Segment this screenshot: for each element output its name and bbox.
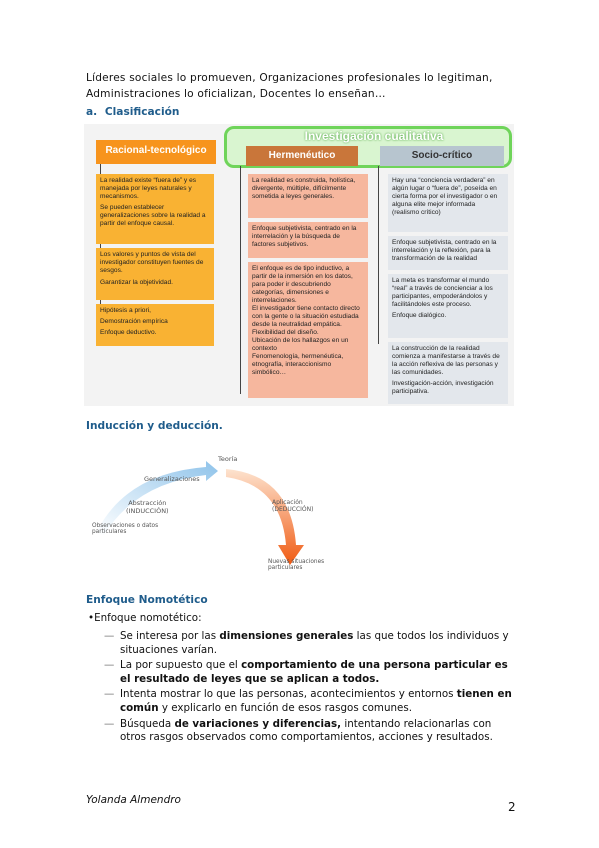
box-text: Se pueden establecer generalizaciones sobre la realidad a partir del enfoque causal. bbox=[100, 204, 206, 227]
sociocritico-box-2 bbox=[388, 236, 508, 270]
abstraccion-label: Abstracción (INDUCCIÓN) bbox=[126, 499, 169, 515]
box-text: Enfoque subjetivista, centrado en la interrelación y la reflexión, para la transformación de la realidad bbox=[392, 239, 497, 262]
item-bold-text: de variaciones y diferencias, bbox=[174, 717, 342, 730]
observaciones-label: Observaciones o datos particulares bbox=[92, 523, 159, 535]
box-text: Flexibilidad del diseño. bbox=[252, 329, 319, 336]
box-text: Ubicación de los hallazgos en un contexto bbox=[252, 337, 349, 352]
dash-icon: — bbox=[104, 717, 115, 730]
dash-icon: — bbox=[104, 688, 115, 701]
item-text: Intenta mostrar lo que las personas, acontecimientos y entornos bbox=[120, 688, 457, 701]
box-text: Enfoque subjetivista, centrado en la interrelación y la búsqueda de factores subjetivos. bbox=[252, 225, 357, 248]
induccion-heading: Inducción y deducción. bbox=[86, 420, 223, 432]
item-text: y explicarlo en función de esos rasgos comunes. bbox=[158, 701, 412, 714]
racional-box-2 bbox=[96, 248, 214, 300]
box-text: Garantizar la objetividad. bbox=[100, 279, 173, 286]
box-text: Investigación-acción, investigación participativa. bbox=[392, 380, 494, 395]
box-text: La realidad existe “fuera de” y es manejada por leyes naturales y mecanismos. bbox=[100, 177, 197, 200]
box-text: Hay una “conciencia verdadera” en algún lugar o “fuera de”, poseída en cierta forma por el investigador o en alguna elite mejor informada (realismo crítico) bbox=[392, 177, 498, 216]
classification-diagram bbox=[84, 124, 514, 406]
section-a-title: Clasificación bbox=[104, 106, 180, 118]
item-text: La por supuesto que el bbox=[120, 659, 242, 672]
footer-author: Yolanda Almendro bbox=[86, 794, 181, 806]
teoria-label: Teoría bbox=[218, 455, 238, 463]
box-text: Demostración empírica bbox=[100, 318, 168, 325]
page-number: 2 bbox=[508, 800, 516, 814]
hermeneutico-box-3 bbox=[248, 262, 368, 398]
list-item bbox=[104, 659, 518, 686]
box-text: El investigador tiene contacto directo con la gente o la situación estudiada desde la neutralidad empática. bbox=[252, 305, 360, 328]
box-text: Hipótesis a priori, bbox=[100, 307, 151, 314]
racional-box-1 bbox=[96, 174, 214, 244]
nomotetico-heading: Enfoque Nomotético bbox=[86, 594, 208, 606]
nomotetico-list bbox=[104, 630, 518, 747]
aplicacion-label: Aplicación (DEDUCCIÓN) bbox=[272, 499, 314, 513]
item-bold-text: comportamiento de una persona particular es el resultado de leyes que se aplican a todos. bbox=[120, 659, 508, 685]
box-text: Enfoque dialógico. bbox=[392, 312, 447, 319]
item-text: las que todos los individuos y situaciones varían. bbox=[120, 630, 509, 656]
sociocritico-box-1 bbox=[388, 174, 508, 232]
box-text: Los valores y puntos de vista del investigador constituyen fuentes de sesgos. bbox=[100, 251, 204, 274]
racional-box-3 bbox=[96, 304, 214, 346]
box-text: La meta es transformar el mundo “real” a través de concienciar a los participantes, empoderándolos y facilitándoles este proceso. bbox=[392, 277, 493, 308]
box-text: La construcción de la realidad comienza a manifestarse a través de la acción reflexiva de las personas y las comunidades. bbox=[392, 345, 500, 376]
list-item bbox=[104, 717, 518, 745]
intro-paragraph: Líderes sociales lo promueven, Organizaciones profesionales lo legitiman, Administraciones lo oficializan, Docentes lo enseñan… bbox=[86, 72, 493, 100]
column-header-sociocritico: Socio-crítico bbox=[380, 146, 504, 166]
item-bold-text: dimensiones generales bbox=[219, 630, 354, 642]
box-text: La realidad es construida, holística, divergente, múltiple, difícilmente sometida a leyes generales. bbox=[252, 177, 356, 200]
deduction-arrow-icon bbox=[226, 469, 304, 565]
section-a-heading bbox=[86, 106, 179, 118]
box-text: El enfoque es de tipo inductivo, a partir de la inmersión en los datos, para poder ir descubriendo categorías, dimensiones e interrelaciones. bbox=[252, 265, 353, 304]
item-bold-text: tienen en común bbox=[120, 688, 512, 714]
item-text: Búsqueda bbox=[120, 717, 175, 730]
connector-line bbox=[240, 166, 241, 394]
item-text: Se interesa por las bbox=[120, 630, 220, 642]
induction-deduction-diagram bbox=[86, 455, 336, 585]
qualitative-label: Investigación cualitativa bbox=[304, 129, 444, 143]
list-item bbox=[104, 688, 518, 715]
column-header-racional: Racional-tecnológico bbox=[96, 140, 216, 164]
hermeneutico-box-1 bbox=[248, 174, 368, 218]
connector-line bbox=[378, 166, 379, 344]
list-item bbox=[104, 630, 518, 657]
item-text: intentando relacionarlas con otros rasgos observados como comportamientos, acciones y resultados. bbox=[120, 717, 493, 744]
sociocritico-box-4 bbox=[388, 342, 508, 404]
nuevas-situaciones-label: Nuevas situaciones particulares bbox=[268, 559, 325, 571]
hermeneutico-box-2 bbox=[248, 222, 368, 258]
box-text: Enfoque deductivo. bbox=[100, 329, 157, 336]
generalizaciones-label: Generalizaciones bbox=[144, 475, 200, 483]
box-text: Fenomenología, hermenéutica, etnografía, interaccionismo simbólico… bbox=[252, 353, 344, 376]
dash-icon: — bbox=[104, 659, 115, 672]
sociocritico-box-3 bbox=[388, 274, 508, 338]
nomotetico-subtitle: •Enfoque nomotético: bbox=[88, 612, 202, 624]
column-header-hermeneutico: Hermenéutico bbox=[246, 146, 358, 166]
section-a-marker: a. bbox=[86, 106, 98, 118]
dash-icon: — bbox=[104, 630, 115, 642]
